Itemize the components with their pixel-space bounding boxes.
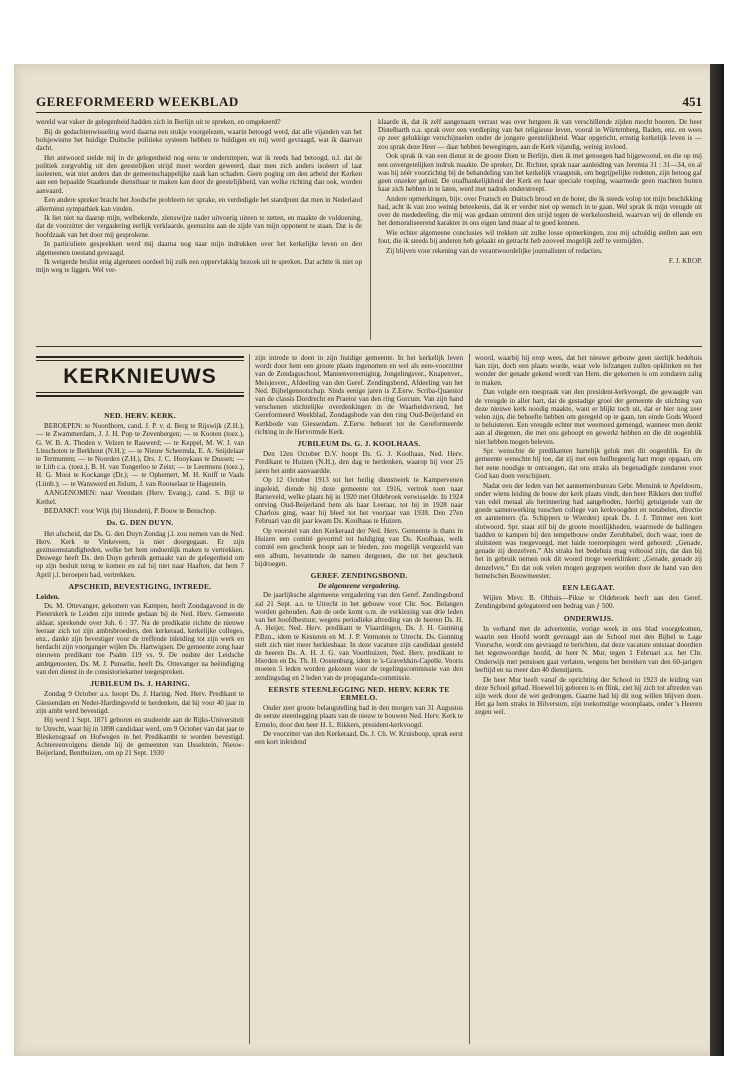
section-heading: JUBILEUM Ds. G. J. KOOLHAAS. xyxy=(297,439,421,449)
paragraph: Het afscheid, dat Ds. G. den Duyn Zondag j.l. zou nemen van de Ned. Herv. Kerk te Vinkeveen, is niet doorgegaan. Er zijn gezinsomstandigheden, welke het hem ondoenlijk maken te vertrekken. Deswege heeft Ds. den Duyn gebruik gemaakt van de gelegenheid om op zijn besluit terug te komen en zal hij niet naar Haaften, dat hem 7 April j.l. beroepen had, vertrekken. xyxy=(36,529,244,579)
paragraph: Wie echter algemeene conclusies wil trekken uit zulke losse opmerkingen, zou mij schuldig stellen aan een fout, die ik steeds bij anderen heb gelaakt en getracht heb zooveel mogelijk zelf te vermijden. xyxy=(378,229,702,246)
subheading: Leiden. xyxy=(36,592,60,602)
newspaper-page xyxy=(14,64,724,1056)
paragraph: Spr. wenschte de predikanten hartelijk geluk met dit oogenblik. En de gemeente wenschte hij toe, dat zij met een heilbegeerig hart moge opgaan, om het eene noodige te ontvangen, dat ons straks als begenadigde zondaren voor God kan doen verschijnen. xyxy=(475,447,702,480)
paragraph: woord, waarbij hij erop wees, dat het nieuwe gebouw geen sierlijk bedehuis kan zijn, doch een plaats worde, waar vele lofzangen zullen opklinken en het wonder der genade gekend wordt van Hem, die gekomen is om zondaren zalig te maken. xyxy=(475,354,702,387)
news-column-1 xyxy=(36,408,244,1046)
paragraph: AANGENOMEN: naar Veendam (Herv. Evang.), cand. S. Bijl te Kethel. xyxy=(36,489,244,506)
paragraph: Op 12 October 1913 tot het heilig dienstwerk te Kampervenen ingeleid, diende hij deze gemeente tot 1916, vertrok toen naar Barneveld, welke plaats hij in 1920 met Oldebroek verwisselde. In 1924 ontving Oud-Beijerland hem als haar Leeraar, tot hij in 1928 naar Charlois ging, waar hij bleef tot het voorjaar van 1938. Den 27en Februari van dit jaar kwam Ds. Koolhaas te Huizen. xyxy=(255,476,463,526)
subheading: De algemeene vergadering. xyxy=(317,581,401,591)
masthead-rule-top xyxy=(36,356,244,358)
masthead-rule-bottom-thin xyxy=(36,392,244,393)
page-header xyxy=(36,94,702,113)
publication-title: GEREFORMEERD WEEKBLAD xyxy=(36,94,239,109)
paragraph: Onder zeer groote belangstelling had in den morgen van 31 Augustus de eerste steenlegging plaats van de nieuw te bouwen Ned. Herv. Kerk te Ermelo, door den heer H. L. Rikkers, president-kerkvoogd. xyxy=(255,704,463,729)
paragraph: In verband met de advertentie, vorige week in ons blad voorgekomen, waarin een Hoofd wordt gevraagd aan de School met den Bijbel te Lage Vuursche, wordt ons gevraagd te berichten, dat deze vacature ontstaat doordien het tegenwoordige hoofd, de heer N. Mur, tegen 1 Februari a.s. het Chr. Onderwijs met pensioen gaat verlaten, wegens het bereiken van den 60-jarigen leeftijd en na meer dan 40 dienstjaren. xyxy=(475,624,702,674)
paragraph: De heer Mur heeft vanaf de oprichting der School in 1923 de leiding van deze School gehad. Hoewel hij geboren is en flink, ziet hij zich tot aftreden van zijn werk door de wet gedrongen. Gaarne had hij dit nog willen blijven doen. Het ga hem straks in Hilversum, zijn toekomstige woonplaats, onder 's Heeren zegen wel. xyxy=(475,675,702,717)
news-column-2 xyxy=(255,354,463,1046)
paragraph: Ds. M. Ottevanger, gekomen van Kampen, heeft Zondagavond in de Pieterskerk te Leiden zijn intrede gedaan bij de Ned. Herv. Gemeente aldaar, sprekende over Joh. 6 : 37. Na de predikatie richtte de nieuwe leeraar zich tot zijn ambtsbroeders, den kerkeraad, kerkelijke colleges, enz., danke zijn bevestiger voor de treffende inleiding tot zijn werk en herdacht zijn voorganger wijlen Ds. Hartwigsen. De gemeente zong haar nieuwen predikant toe Psalm 119 vs. 9. De oudste der Leidsche ambtgenooten, Ds. M. J. Punselie, heeft Ds. Ottevanger na beëindiging van den dienst in de consistoriekamer toegesproken. xyxy=(36,602,244,676)
paragraph: Het antwoord stelde mij in de gelegenheid nog eens te onderstrepen, wat ik reeds had betoogd, n.l. dat de politiek zorgvuldig uit den geestelijken strijd moet worden geweerd, daar men zich anders isoleert of laat isoleeren, wat niet anders dan de gemeenschappelijke zaak kan schaden. Geen poging om den arbeid der Kerken aan een bepaalde Staatkunde dienstbaar te maken kan door de geestelijkheid, van welke richting dan ook, worden aanvaard. xyxy=(36,153,362,195)
paragraph: Den 12en October D.V. hoopt Ds. G. J. Koolhaas, Ned. Herv. Predikant te Huizen (N.H.), den dag te herdenken, waarop hij voor 25 jaren het ambt aanvaardde. xyxy=(255,450,463,475)
paragraph: Een andere spreker bracht het Joodsche probleem ter sprake, en verdedigde het standpunt dat men in Nederland allerminst sympathiek kan vinden. xyxy=(36,196,362,213)
paragraph: De voorzitter van den Kerkeraad, Ds. J. Ch. W. Kruisboop, sprak eerst een kort inleidend xyxy=(255,730,463,747)
paragraph: Wijlen Mevr. B. Olthuis—Pikse te Oldebroek heeft aan den Geref. Zendingsbond gelegateerd een bedrag van ƒ 500. xyxy=(475,594,702,611)
article-top-right-column xyxy=(378,118,702,342)
paragraph: Op voorstel van den Kerkeraad der Ned. Herv. Gemeente is thans in Huizen een comité gevormd tot huldiging van Ds. Koolhaas, welk comité een geschenk hoopt aan te bieden, zoo mogelijk vergezeld van een album, bevattende de namen dergenen, die tot het geschenk bijdroegen. xyxy=(255,527,463,568)
section-heading: APSCHEID, BEVESTIGING, INTREDE. xyxy=(68,581,212,591)
paragraph: wereld wat vaker de gelegenheid hadden zich in Berlijn uit te spreken, en omgekeerd? xyxy=(36,118,281,126)
paragraph: Zondag 9 October a.s. hoopt Ds. J. Haring, Ned. Herv. Predikant te Giessendam en Neder-Hardingsveld te herdenken, dat hij voor 40 jaar in zijn ambt werd bevestigd. xyxy=(36,690,244,715)
paragraph: zijn intrede te doen in zijn huidige gemeente. In het kerkelijk leven wordt door hem een groote plaats ingenomen en wel als eere-voorzitter van de Zondagsschool, Mannenvereeniging, Jongelingsver., Knapenver., Meisjesver., Afdeeling van den Geref. Zendingsbond, Afdeeling van het Ned. Bijbelgenootschap. Sinds eenige jaren is Z.Eerw. Scriba-Quaestor van de classis Dordrecht en Praetor van den ring Gorcum. Van zijn hand verschenen stichtelijke overdenkingen in de Waarheidsvriend, het Gereformeerd Weekblad, Zondagsbode van den ring Oud-Beijerland en Kerkbode van Giessendam. Z.Eerw. behoort tot de Gereformeerde richting in de Hervormde Kerk. xyxy=(255,354,463,436)
paragraph: BEROEPEN: te Noordhorn, cand. J. P. v. d. Berg te Rijswijk (Z.H.); — te Zwammerdam, J. J. H. Pop te Zevenbergen; — te Kooten (toez.), G. W. B. A. Thoden v. Velzen te Rauwerd; — te Keppel, M. W. J. van Linschoten te Berkhout (N.H.); — te Nieuw Scheemda, E. A. Snijdelaar te Termunten; — te Noorden (Z.H.), Drs. J. C. Hooykaas te Dussen; — te Lith c.a. (toez.), B. H. van Tongerloo te Zeist; — te Leermens (toez.), H. G. Mooi te Kockange (Dr.); — te Ophemert, M. H. Kniff te Vaals (Limb.); — te Wanswerd en Jislum, J. van Rootselaar te Hagestein. xyxy=(36,422,244,488)
section-masthead xyxy=(36,352,244,402)
column-divider xyxy=(370,120,371,340)
paragraph: De jaarlijksche algemeene vergadering van den Geref. Zendingsbond zal 21 Sept. a.s. te Utrecht in het gebouw voor Chr. Soc. Belangen worden gehouden. Aan de orde komt o.m. de verkiezing van drie leden van het hoofdbestuur, wegens periodieke aftreding van de heeren Ds. H. A. Heijer, Ned. Herv. predikant te Vlaardingen, Ds. J. H. Gunning P.Bzn., idem te Kesteren en M. J. P. Vermoten te Utrecht. Ds. Gunning stelt zich niet meer herkiesbaar. In deze vacature zijn candidaat gesteld de heeren Ds. A. H. J. G. van Voorthuizen, Ned. Herv. predikant te Hierden en Ds. Th. H. Oostenburg, idem te 's-Graveldsin-Capelle. Voorts moeten 5 leden worden gekozen voor de regelingscommissie van den zendingsdag en 2 leden van de propaganda-commissie. xyxy=(255,591,463,682)
column-divider xyxy=(469,354,470,1044)
paragraph: Ik liet niet na daarop mijn, welbekende, zienswijze nader uitvoerig uiteen te zetten, en maakte de voldoening, dat de voorzitter der vergadering eerlijk verklaarde, geenszins aan de zijde van mijn opponent te staan. Dat is de hoofdzaak van het door mij gesprokene. xyxy=(36,214,362,239)
paragraph: Ik weigerde beslist enig algemeen oordeel bij zulk een oppervlakkig bezoek uit te spreken. Dat achtte ik niet op mijn weg te liggen. Wel ver- xyxy=(36,258,362,275)
news-column-3 xyxy=(475,354,702,1046)
book-spine xyxy=(710,64,724,1056)
paragraph: Andere opmerkingen, bijv. over Fransch en Duitsch brood en de boter, die ik steeds volop tot mijn beschikking had, acht ik van zoo weinig beteekenis, dat ik er verder niet op wensch in te gaan. Wel sprak ik mijn vreugde uit over de mededeeling, die mij was gedaan omtrent den strijd tegen de werkeloosheid, waarvan wij de ellende en het demoraliseerend karakter in ons eigen land maar al te goed kennen. xyxy=(378,194,702,228)
page-number: 451 xyxy=(682,94,702,109)
article-top-left-column xyxy=(36,118,362,342)
paragraph: In particuliere gesprekken werd mij daarna nog naar mijn indrukken over het kerkelijke leven en den algemeenen toestand gevraagd. xyxy=(36,240,362,257)
section-heading: EEN LEGAAT. xyxy=(562,582,615,592)
paragraph: BEDANKT: voor Wijk (bij Heusden), P. Bouw te Benschop. xyxy=(44,507,217,516)
author-signature: F. J. KROP. xyxy=(668,256,702,265)
masthead-rule-bottom xyxy=(36,395,244,397)
column-divider xyxy=(249,354,250,1044)
section-heading: ONDERWIJS. xyxy=(563,613,614,623)
section-heading: NED. HERV. KERK. xyxy=(104,411,176,420)
paragraph: Bij de gedachtenwisseling werd daarna een stukje voorgelezen, waarin betoogd werd, dat alle vijanden van het bolsjewisme het huidige Duitsche politieke systeem hebben te huldigen en mij werd gevraagd, wat ik daarvan dacht. xyxy=(36,127,362,153)
section-heading: GEREF. ZENDINGSBOND. xyxy=(310,571,408,581)
section-heading: JUBILEUM Ds. J. HARING. xyxy=(90,679,190,689)
section-heading: Ds. G. DEN DUYN. xyxy=(106,518,174,528)
paragraph: Nadat een der leden van het aannemersbureau Gebr. Mensink te Apeldoorn, onder wiens leiding de bouw der kerk plaats vindt, den heer Rikkers den truffel van edel metaal als herinnering had aangeboden, hierbij getuigende van de goede samenwerking tusschen college van kerkvoogden en notabelen, directie en aannemers (fa. Schippers te Wierden) sprak Ds. J. J. Timmer een kort slotwoord. Spr. staat stil bij de groote moeilijkheden, waarmede de ballingen hadden te kampen bij den tempelbouw onder Zerubbabel, doch waar, toen de sluitsteen was toegevoegd, met luide toeroepingen werd gehoord: „Genade, genade zij denzelven.” Als straks het bedehuis mag voltooid zijn, dat dan bij het in gebruik nemen ook dit woord moge weerklinken: „Genade, genade zij denzelven.” En dat ook velen mogen gegrepen worden door de hand van den hemelschen Bouwmeester. xyxy=(475,481,702,580)
paragraph: klaarde ik, dat ik zelf aangenaam verrast was over hetgeen ik van verschillende zijden mocht hooren. De heer Distelbarth o.a. sprak over een verdieping van het religieuse leven, vooral in Würtemberg, Baden, enz. en wees op zeer gelukkige verschijnselen onder de jongere geestelijkheid. Waar opgericht, ernstig kerkelijk leven is — zoo sprak deze Heer — daar hebben bewegingen, aan de Kerk vijandig, weinig invloed. xyxy=(378,118,702,151)
paragraph: Ook sprak ik van een dienst in de groote Dom te Berlijn, dien ik met genoegen had bijgewoond, en die op mij een onvergetelijken indruk maakte. De spreker, Dr. Richter, sprak naar aanleiding van Jeremia 31 : 31—34, en al was hij zéér voorzichtig bij de behandeling van het kerkelijk vraagstuk, om begrijpelijke redenen, zijn betoog gaf geen onzeker geluid. De onafhankelijkheid der Kerk en haar speciale roeping, waarmede geen machten buiten haar zich hebben in te laten, werd met nadruk onderstreept. xyxy=(378,152,702,194)
masthead-rule-top-thin xyxy=(36,360,244,361)
paragraph: Hij werd 1 Sept. 1871 geboren en studeerde aan de Rijks-Universiteit te Utrecht, waar hij in 1898 candidaat werd, om 9 October van dat jaar te Bleskensgraaf en Hofwegen in het Predikambt te worden bevestigd. Achtereenvolgens diende hij de gemeenten van IJsselstein, Nieuw-Beijerland, Benthuizen, om op 21 Sept. 1930 xyxy=(36,716,244,758)
paragraph: Zij blijven voor rekening van de verantwoordelijke journalisten of redacties. xyxy=(386,247,603,256)
section-divider xyxy=(36,346,702,347)
section-title: KERKNIEUWS xyxy=(63,365,217,388)
section-heading: EERSTE STEENLEGGING NED. HERV. KERK TE ERMELO. xyxy=(268,684,450,702)
paragraph: Dan volgde een toespraak van den president-kerkvoogd, die gewaagde van de vreugde in aller hart, dat de gestadige groei der gemeente de stichting van deze nieuwe kerk noodig maakte, want er blijkt toch uit, dat er hier nog zeer velen zijn, die behoefte hebben om geregeld op te gaan, ten einde Gods Woord te beluisteren. Een vreugde echter met weemoed gemengd, wanneer men denkt aan al diegenen, die met ons gehoopt en gewerkt hebben en die dit oogenblik niet hebben mogen beleven. xyxy=(475,388,702,446)
